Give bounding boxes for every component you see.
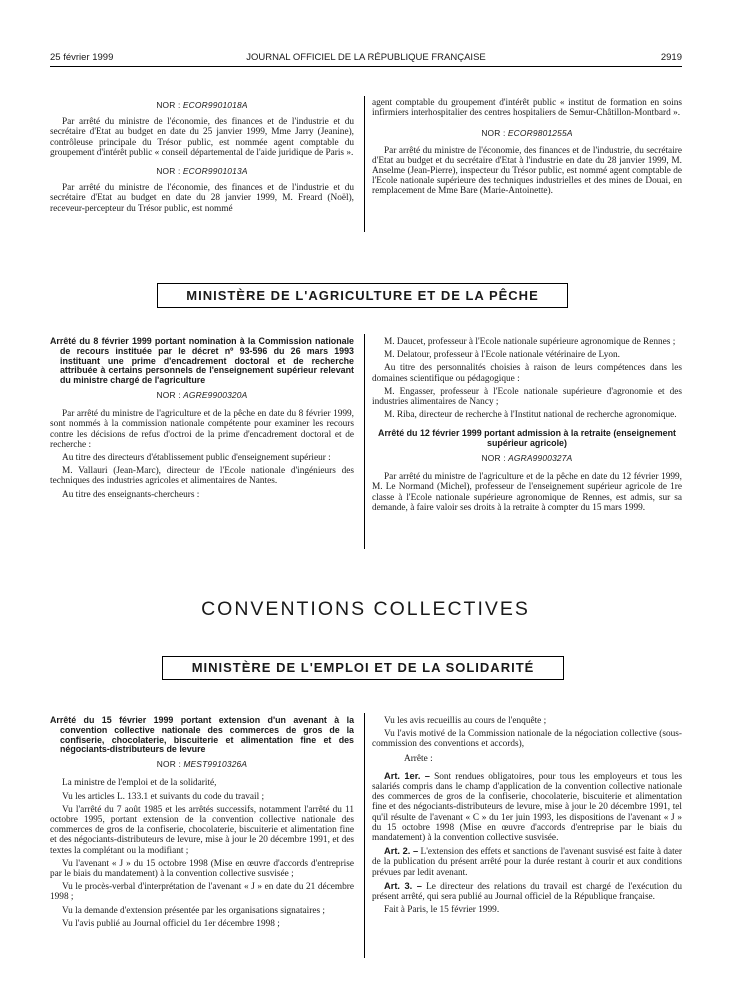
- paragraph: Par arrêté du ministre de l'économie, des finances et de l'industrie et du secrétaire d'Etat au budget en date du 28 janvier 1999, M. Freard (Noël), receveur-percepteur du Trésor public, est nommé: [50, 183, 354, 214]
- emploi-left-column: [50, 716, 354, 932]
- paragraph: Vu l'avenant « J » du 15 octobre 1998 (Mise en œuvre d'accords d'entreprise par le biais du mandatement) à la convention collective susvisée ;: [50, 858, 354, 880]
- article-1: Art. 1er. – Sont rendues obligatoires, pour tous les employeurs et tous les salariés compris dans le champ d'application de la convention collective nationale des commerces de gros de la confiserie, chocolaterie, biscuiterie et alimentation fine et des négociants-distributeurs de levure, mise à jour le 20 décembre 1991, tel qu'il résulte de l'avenant « C » du 1er juin 1993, les dispositions de l'avenant « J » du 15 octobre 1998 (Mise en œuvre d'accords d'entreprise par le biais du mandatement) à la convention collective susvisée.: [372, 770, 682, 844]
- article-title: Arrêté du 8 février 1999 portant nomination à la Commission nationale de recours instituée par le décret nº 93-596 du 26 mars 1993 instituant une prime d'encadrement doctoral et de recherche attribuée à certains personnels de l'enseignement supérieur relevant du ministre chargé de l'agriculture: [50, 336, 354, 386]
- paragraph: Vu l'avis motivé de la Commission nationale de la négociation collective (sous-commission des conventions et accords),: [372, 729, 682, 750]
- paragraph: Au titre des directeurs d'établissement public d'enseignement supérieur :: [62, 453, 331, 463]
- column-divider: [364, 713, 365, 958]
- nor-reference: NOR : ECOR9901013A: [156, 166, 248, 177]
- ministry-heading-agriculture: MINISTÈRE DE L'AGRICULTURE ET DE LA PÊCHE: [157, 283, 568, 308]
- header-date: 25 février 1999: [50, 52, 114, 63]
- page-header: [50, 52, 682, 66]
- paragraph: Par arrêté du ministre de l'agriculture et de la pêche en date du 8 février 1999, sont nommés à la commission nationale compétente pour examiner les recours contre les décisions de refus d'octroi de la prime d'encadrement doctoral et de recherche :: [50, 409, 354, 450]
- paragraph: Vu le procès-verbal d'interprétation de l'avenant « J » en date du 21 décembre 1998 ;: [50, 882, 354, 903]
- emploi-right-column: [372, 716, 682, 918]
- paragraph: Vu la demande d'extension présentée par les organisations signataires ;: [62, 905, 325, 916]
- paragraph: Par arrêté du ministre de l'économie, des finances et de l'industrie et du secrétaire d'Etat au budget en date du 25 janvier 1999, Mme Jarry (Jeanine), contrôleuse principale du Trésor public, est nommée agent comptable du groupement d'intérêt public « conseil départemental de l'aide juridique de Paris ».: [50, 117, 354, 158]
- top-left-column: [50, 98, 354, 217]
- article-title: Arrêté du 15 février 1999 portant extension d'un avenant à la convention collective nationale des commerces de gros de la confiserie, chocolaterie, biscuiterie et alimentation fine et des négociants-distributeurs de levure: [50, 715, 354, 755]
- paragraph: Vu les articles L. 133.1 et suivants du code du travail ;: [62, 791, 265, 802]
- nor-reference: NOR : ECOR9901018A: [156, 100, 248, 110]
- column-divider: [364, 334, 365, 549]
- nor-reference: NOR : AGRE9900320A: [156, 389, 248, 400]
- article-title: Arrêté du 12 février 1999 portant admission à la retraite (enseignement supérieur agricole): [378, 428, 676, 449]
- paragraph: M. Daucet, professeur à l'Ecole nationale supérieure agronomique de Rennes ;: [384, 337, 676, 347]
- ministry-heading-emploi: MINISTÈRE DE L'EMPLOI ET DE LA SOLIDARITÉ: [162, 656, 564, 680]
- nor-reference: NOR : ECOR9801255A: [481, 128, 573, 139]
- paragraph: agent comptable du groupement d'intérêt public « institut de formation en soins infirmiers interhospitalier des centres hospitaliers de Semur-Châtillon-Montbard ».: [372, 98, 682, 119]
- agri-left-column: [50, 337, 354, 503]
- top-right-column: [372, 98, 682, 200]
- paragraph: Vu l'avis publié au Journal officiel du 1er décembre 1998 ;: [62, 918, 280, 929]
- paragraph: Vu l'arrêté du 7 août 1985 et les arrêtés successifs, notamment l'arrêté du 11 octobre 1995, portant extension de la convention collective nationale des commerces de gros de la confiserie, chocolaterie, biscuiterie et alimentation fine et des négociants-distributeurs de levure, mise à jour le 20 décembre 1991, et des textes la complétant ou la modifiant ;: [50, 804, 354, 856]
- paragraph: Vu les avis recueillis au cours de l'enquête ;: [384, 716, 547, 726]
- header-journal-title: JOURNAL OFFICIEL DE LA RÉPUBLIQUE FRANÇAISE: [246, 52, 486, 63]
- paragraph: Au titre des enseignants-chercheurs :: [62, 489, 200, 500]
- paragraph: Par arrêté du ministre de l'agriculture et de la pêche en date du 12 février 1999, M. Le Normand (Michel), professeur de l'enseignement supérieur agricole de 1re classe à l'Ecole nationale supérieure agronomique de Rennes, est admis, sur sa demande, à faire valoir ses droits à la retraite à compter du 15 mars 1999.: [372, 472, 682, 513]
- agri-right-column: [372, 337, 682, 516]
- column-divider: [364, 96, 365, 232]
- header-rule: [50, 66, 682, 67]
- paragraph: M. Riba, directeur de recherche à l'Institut national de recherche agronomique.: [384, 410, 677, 421]
- paragraph: Arrête :: [404, 753, 433, 764]
- article-2: Art. 2. – L'extension des effets et sanctions de l'avenant susvisé est faite à dater de la publication du présent arrêté pour la durée restant à courir et aux conditions prévues par ledit avenant.: [372, 846, 682, 878]
- paragraph: La ministre de l'emploi et de la solidarité,: [62, 778, 217, 789]
- paragraph: M. Vallauri (Jean-Marc), directeur de l'Ecole nationale d'ingénieurs des techniques des industries agricoles et alimentaires de Nantes.: [50, 466, 354, 487]
- paragraph: M. Engasser, professeur à l'Ecole nationale supérieure d'agronomie et des industries alimentaires de Nancy ;: [372, 386, 682, 408]
- section-heading: CONVENTIONS COLLECTIVES: [201, 598, 530, 620]
- signature-line: Fait à Paris, le 15 février 1999.: [384, 905, 500, 916]
- nor-reference: NOR : AGRA9900327A: [481, 453, 573, 464]
- paragraph: M. Delatour, professeur à l'Ecole nationale vétérinaire de Lyon.: [384, 350, 620, 361]
- paragraph: Au titre des personnalités choisies à raison de leurs compétences dans les domaines scientifique ou pédagogique :: [372, 363, 682, 384]
- article-3: Art. 3. – Le directeur des relations du travail est chargé de l'exécution du présent arrêté, qui sera publié au Journal officiel de la République française.: [372, 880, 682, 903]
- nor-reference: NOR : MEST9910326A: [156, 759, 248, 770]
- header-page-number: 2919: [660, 52, 682, 63]
- paragraph: Par arrêté du ministre de l'économie, des finances et de l'industrie, du secrétaire d'Etat au budget et du secrétaire d'Etat à l'industrie en date du 28 janvier 1999, M. Anselme (Jean-Pierre), inspecteur du Trésor public, est nommé agent comptable de l'Ecole nationale supérieure des techniques industrielles et des mines de Douai, en remplacement de Mme Bare (Marie-Antoinette).: [372, 145, 682, 197]
